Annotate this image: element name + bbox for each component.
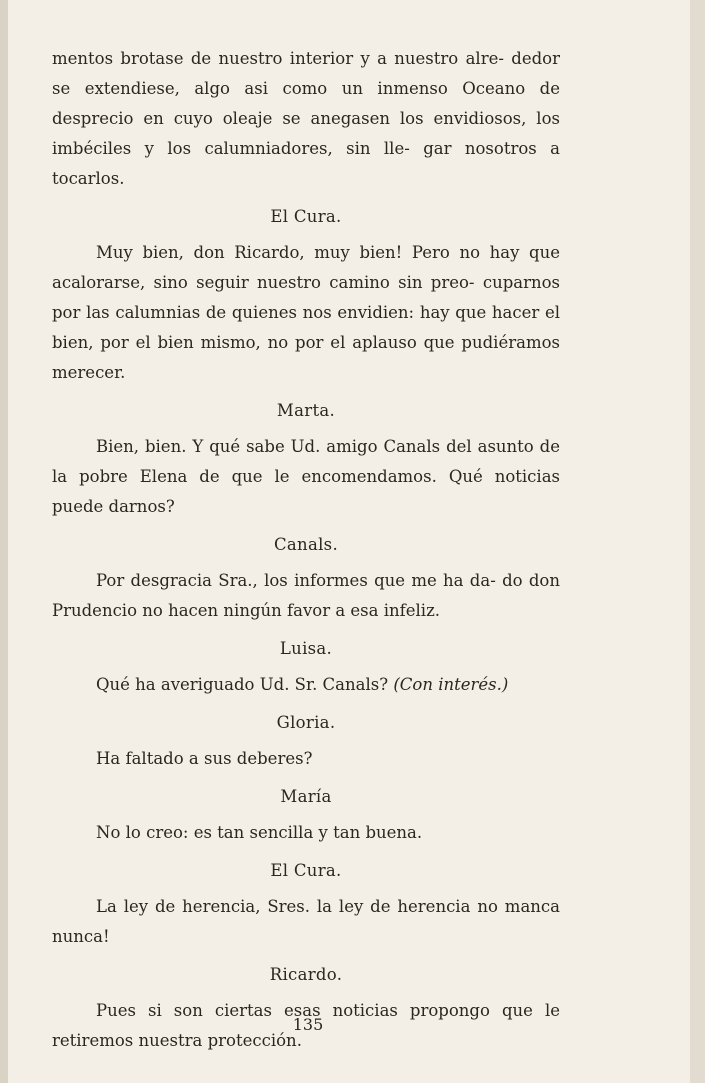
dialogue-paragraph (52, 432, 560, 522)
text-line: retiremos nuestra protección. (52, 1031, 302, 1050)
text-line: Pues si son ciertas esas noticias propongo que le (96, 1001, 560, 1020)
text-line: asunto de la pobre Elena de que le encomendamos. (52, 437, 560, 486)
text-line: envidiosos, los imbéciles y los calumniadores, sin lle- (52, 109, 560, 158)
page-edge (690, 0, 705, 1083)
page-number: 135 (292, 1015, 324, 1034)
dialogue-paragraph (52, 818, 560, 848)
text-line: que acalorarse, sino seguir nuestro camino sin preo- (52, 243, 560, 292)
text-line: mentos brotase de nuestro interior y a nuestro alre- (52, 49, 504, 68)
text-line: Por desgracia Sra., los informes que me ha da- (96, 571, 496, 590)
dialogue-paragraph (52, 566, 560, 626)
text-line: dedor se extendiese, algo asi como un inmenso (52, 49, 560, 98)
speaker-name: Luisa. (279, 639, 333, 658)
dialogue-paragraph (52, 238, 560, 388)
speaker-name: María (280, 787, 332, 806)
dialogue-paragraph (52, 744, 560, 774)
page-text (52, 44, 560, 1056)
speaker-name: El Cura. (270, 861, 342, 880)
text-line: aplauso que pudiéramos merecer. (52, 333, 560, 382)
speaker-name: Canals. (273, 535, 338, 554)
speaker-name: El Cura. (270, 207, 342, 226)
dialogue-paragraph (52, 892, 560, 952)
text-line: Qué ha averiguado Ud. Sr. Canals? (96, 675, 389, 694)
text-line: No lo creo: es tan sencilla y tan buena. (96, 823, 423, 842)
text-line: infeliz. (383, 601, 441, 620)
text-line: cuparnos por las calumnias de quienes nos envidien: (52, 273, 561, 322)
text-line: Qué noticias puede darnos? (52, 467, 560, 516)
text-line: hay que hacer el bien, por el bien mismo, no por el (52, 303, 560, 352)
text-line: Oceano de desprecio en cuyo oleaje se anegasen los (52, 79, 560, 128)
speaker-name: Marta. (276, 401, 336, 420)
text-line: gar nosotros a tocarlos. (52, 139, 560, 188)
dialogue-paragraph (52, 670, 560, 700)
text-line: La ley de herencia, Sres. la ley de herencia no (96, 897, 498, 916)
speaker-name: Gloria. (276, 713, 336, 732)
stage-direction: (Con interés.) (393, 675, 509, 694)
continuation-paragraph (52, 44, 560, 194)
text-line: Muy bien, don Ricardo, muy bien! Pero no hay (96, 243, 520, 262)
text-line: Bien, bien. Y qué sabe Ud. amigo Canals del (96, 437, 472, 456)
speaker-name: Ricardo. (269, 965, 343, 984)
text-line: do don Prudencio no hacen ningún favor a esa (52, 571, 560, 620)
text-line: Ha faltado a sus deberes? (96, 749, 313, 768)
text-line: manca nunca! (52, 897, 560, 946)
